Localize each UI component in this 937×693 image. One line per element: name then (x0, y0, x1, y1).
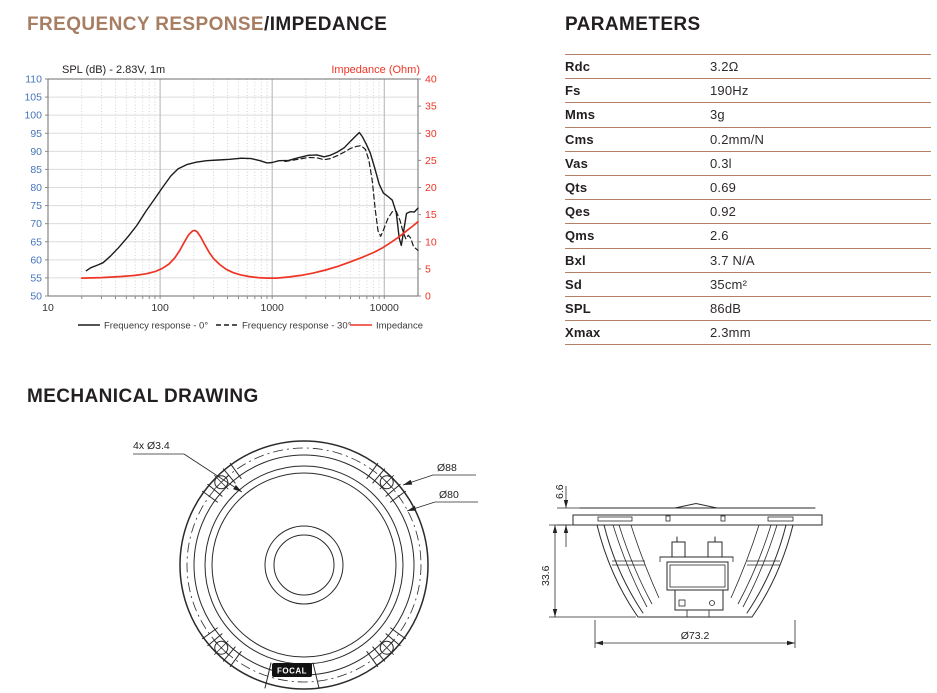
svg-text:70: 70 (30, 218, 42, 231)
mechanical-drawing-title: MECHANICAL DRAWING (27, 386, 259, 407)
svg-text:60: 60 (30, 254, 42, 267)
dim-arrowhead (564, 500, 568, 508)
param-label: Qms (565, 228, 595, 244)
svg-text:55: 55 (30, 272, 42, 285)
mechanical-front-view (120, 430, 480, 693)
param-label: Sd (565, 276, 583, 292)
dim-arrowhead (553, 609, 557, 617)
svg-text:1000: 1000 (260, 302, 284, 314)
leader-arrowhead (403, 480, 412, 485)
svg-text:10: 10 (42, 302, 54, 314)
param-label: Qts (565, 180, 588, 196)
param-label: SPL (565, 300, 591, 316)
legend-label-30deg: Frequency response - 30° (242, 320, 352, 332)
outer-diameter-label: Ø88 (437, 462, 457, 474)
svg-text:35: 35 (425, 100, 437, 113)
svg-text:75: 75 (30, 200, 42, 213)
outer-diameter-dimension (403, 462, 476, 485)
param-value: 0.3l (710, 155, 732, 171)
mechanical-side-view (535, 455, 885, 670)
param-label: Cms (565, 131, 594, 147)
param-value: 2.3mm (710, 325, 751, 341)
param-label: Vas (565, 155, 589, 171)
param-label: Qes (565, 204, 591, 220)
svg-text:10000: 10000 (369, 302, 399, 314)
mount-holes-label: 4x Ø3.4 (133, 440, 170, 452)
svg-text:30: 30 (425, 127, 437, 140)
svg-text:80: 80 (30, 182, 42, 194)
param-label: Bxl (565, 252, 586, 268)
table-row (565, 102, 931, 126)
dust-cap-inner-circle (274, 535, 334, 595)
param-value: 0.92 (710, 204, 737, 220)
table-row (565, 127, 931, 151)
svg-text:40: 40 (425, 73, 437, 86)
frequency-response-title-rest: /IMPEDANCE (264, 14, 388, 35)
depth-dimension (540, 525, 636, 617)
svg-text:110: 110 (25, 73, 42, 86)
bolt-circle-label: Ø80 (439, 489, 459, 501)
chart-grid (48, 79, 418, 296)
table-row (565, 272, 931, 296)
param-value: 3.7 N/A (710, 252, 755, 268)
legend-label-0deg: Frequency response - 0° (104, 320, 209, 332)
param-label: Xmax (565, 325, 601, 341)
legend-label-impedance: Impedance (376, 320, 424, 332)
svg-text:105: 105 (24, 91, 42, 104)
table-row (565, 78, 931, 102)
param-label: Fs (565, 83, 581, 99)
svg-text:50: 50 (30, 290, 42, 303)
table-row (565, 54, 931, 78)
dim-arrowhead (564, 525, 568, 533)
param-value: 86dB (710, 300, 742, 316)
surround-outer-circle (205, 466, 403, 664)
leader-arrowhead (407, 506, 416, 511)
svg-text:85: 85 (30, 163, 42, 176)
table-row (565, 320, 931, 345)
svg-text:20: 20 (425, 182, 437, 194)
left-axis-title: SPL (dB) - 2.83V, 1m (62, 64, 166, 76)
right-axis-title: Impedance (Ohm) (331, 64, 420, 76)
param-label: Mms (565, 107, 596, 123)
param-value: 190Hz (710, 83, 749, 99)
svg-text:100: 100 (24, 109, 42, 122)
frequency-response-title (27, 14, 387, 36)
param-value: 3g (710, 107, 725, 123)
bolt-circle-dimension (407, 489, 478, 511)
param-value: 0.2mm/N (710, 131, 765, 147)
svg-text:95: 95 (30, 127, 42, 140)
basket-diameter-dimension (595, 620, 795, 648)
param-value: 35cm² (710, 276, 748, 292)
flange-height-dimension (554, 484, 580, 547)
svg-text:100: 100 (151, 302, 169, 314)
param-label: Rdc (565, 59, 591, 75)
frequency-response-title-main: FREQUENCY RESPONSE (27, 14, 265, 35)
mounting-tabs (202, 463, 405, 666)
svg-text:5: 5 (425, 263, 431, 276)
table-row (565, 199, 931, 223)
flange-height-label: 6.6 (554, 484, 566, 499)
svg-text:15: 15 (425, 209, 437, 222)
table-row (565, 223, 931, 247)
table-row (565, 175, 931, 199)
svg-text:0: 0 (425, 290, 431, 303)
parameters-title: PARAMETERS (565, 14, 701, 35)
frequency-impedance-chart (20, 58, 450, 343)
param-value: 2.6 (710, 228, 729, 244)
dim-arrowhead (553, 525, 557, 533)
param-value: 0.69 (710, 180, 737, 196)
dust-cap-outer-circle (265, 526, 343, 604)
table-row (565, 151, 931, 175)
dim-arrowhead (595, 641, 603, 645)
cone-edge-circle (212, 473, 396, 657)
param-value: 3.2Ω (710, 59, 739, 75)
svg-text:10: 10 (425, 236, 437, 249)
speaker-cross-section (573, 504, 822, 618)
brand-text: FOCAL (276, 666, 308, 676)
table-row (565, 248, 931, 272)
svg-text:65: 65 (30, 236, 42, 249)
brand-badge (265, 663, 319, 688)
table-row (565, 296, 931, 320)
mount-holes-dimension (133, 440, 242, 492)
svg-text:25: 25 (425, 154, 437, 167)
depth-label: 33.6 (540, 565, 552, 586)
dim-arrowhead (787, 641, 795, 645)
parameters-table (565, 54, 931, 345)
chart-legend (78, 321, 423, 332)
svg-text:90: 90 (30, 145, 42, 158)
basket-diameter-label: Ø73.2 (680, 630, 710, 642)
